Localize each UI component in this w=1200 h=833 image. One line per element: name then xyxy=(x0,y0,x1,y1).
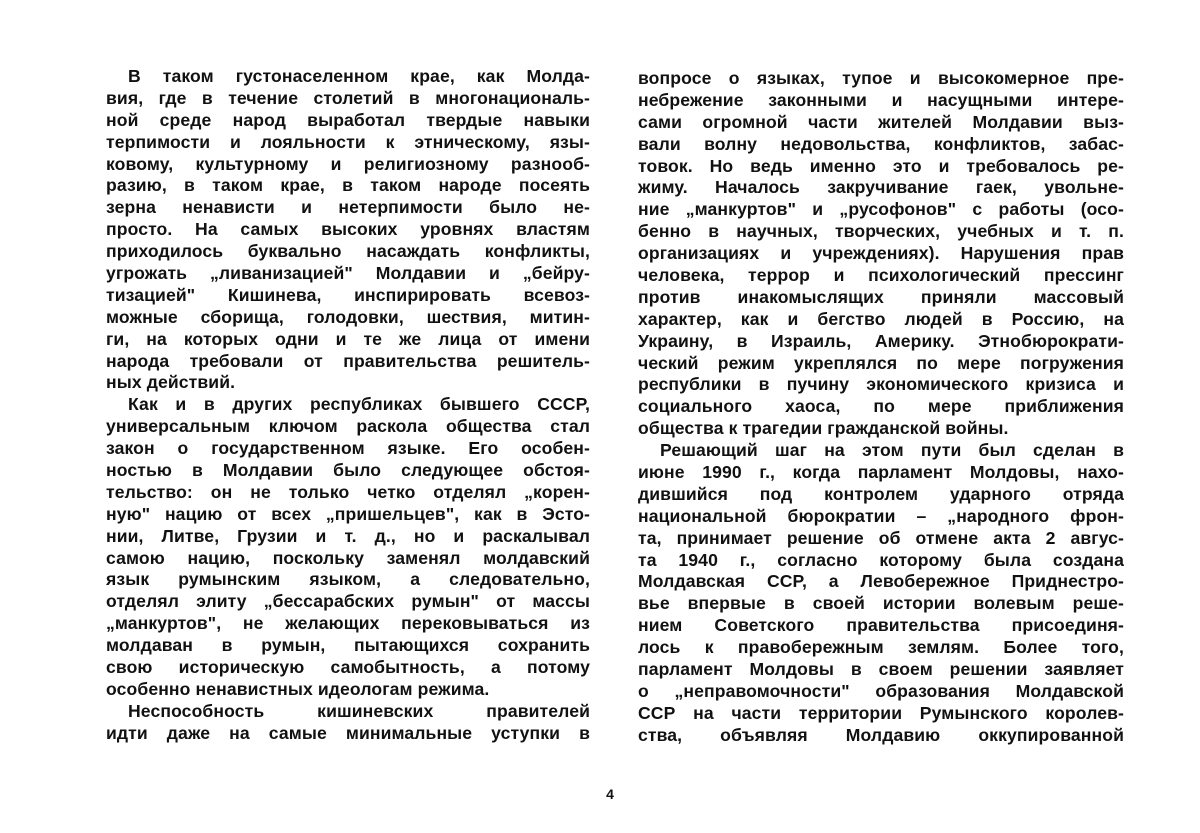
text-line: ной среде народ выработал твердые навыки xyxy=(106,109,590,130)
text-line: язык румынским языком, а следовательно, xyxy=(106,569,590,590)
text-line: идти даже на самые минимальные уступки в xyxy=(106,722,590,743)
text-line: вия, где в течение столетий в многонациональ- xyxy=(106,87,590,108)
text-line: вопросе о языках, тупое и высокомерное пре- xyxy=(638,68,1124,88)
text-line: вье впервые в своей истории волевым реше- xyxy=(638,593,1124,614)
left-text-column xyxy=(106,66,590,745)
text-line: терпимости и лояльности к этническому, язы- xyxy=(106,131,590,152)
text-line: о „неправомочности" образования Молдавской xyxy=(638,680,1124,701)
text-line: против инакомыслящих приняли массовый xyxy=(638,286,1124,307)
text-line: парламент Молдовы в своем решении заявляет xyxy=(638,659,1124,680)
text-line: Неспособность кишиневских правителей xyxy=(128,700,590,721)
text-line: социального хаоса, по мере приближения xyxy=(638,396,1124,417)
text-line: жиму. Началось закручивание гаек, увольне- xyxy=(638,177,1124,198)
text-line: бенно в научных, творческих, учебных и т. п. xyxy=(638,221,1124,242)
text-line: универсальным ключом раскола общества стал xyxy=(106,416,590,437)
text-line: закон о государственном языке. Его особен- xyxy=(106,438,590,459)
text-line: разию, в таком крае, в таком народе посеять xyxy=(106,175,590,196)
text-line: ги, на которых одни и те же лица от имени xyxy=(106,328,590,349)
text-line: вали волну недовольства, конфликтов, забас- xyxy=(638,133,1124,154)
text-line: просто. На самых высоких уровнях властям xyxy=(106,219,590,240)
text-line: тизацией" Кишинева, инспирировать всевоз- xyxy=(106,284,590,305)
text-line: ние „манкуртов" и „русофонов" с работы (осо- xyxy=(638,199,1124,220)
text-line: ческий режим укреплялся по мере погружения xyxy=(638,352,1124,373)
text-line: ства, объявляя Молдавию оккупированной xyxy=(638,724,1124,745)
text-line: ных действий. xyxy=(106,372,236,393)
text-line: небрежение законными и насущными интере- xyxy=(638,89,1124,110)
text-line: Решающий шаг на этом пути был сделан в xyxy=(660,440,1124,461)
text-line: зерна ненависти и нетерпимости было не- xyxy=(106,197,590,218)
text-line: организациях и учреждениях). Нарушения прав xyxy=(638,243,1124,264)
text-line: дившийся под контролем ударного отряда xyxy=(638,483,1124,504)
text-line: республики в пучину экономического кризиса и xyxy=(638,374,1124,395)
text-line: народа требовали от правительства решитель- xyxy=(106,350,590,371)
page-number: 4 xyxy=(606,786,614,802)
text-line: общества к трагедии гражданской войны. xyxy=(638,418,1009,439)
text-line: ковому, культурному и религиозному разнооб- xyxy=(106,153,590,174)
text-line: сами огромной части жителей Молдавии выз- xyxy=(638,111,1124,132)
text-line: можные сборища, голодовки, шествия, митин- xyxy=(106,306,590,327)
text-line: нием Советского правительства присоединя- xyxy=(638,615,1124,636)
text-line: Как и в других республиках бывшего СССР, xyxy=(128,394,590,415)
text-line: ностью в Молдавии было следующее обстоя- xyxy=(106,460,590,481)
text-line: ССР на части территории Румынского королев- xyxy=(638,702,1124,723)
text-line: июне 1990 г., когда парламент Молдовы, нахо- xyxy=(638,462,1124,483)
text-line: молдаван в румын, пытающихся сохранить xyxy=(106,635,590,656)
text-line: отделял элиту „бессарабских румын" от массы xyxy=(106,591,590,612)
right-text-column xyxy=(638,68,1124,747)
text-line: угрожать „ливанизацией" Молдавии и „бейру- xyxy=(106,263,590,284)
text-line: самою нацию, поскольку заменял молдавский xyxy=(106,547,590,568)
text-line: национальной бюрократии – „народного фрон- xyxy=(638,505,1124,526)
text-line: лось к правобережным землям. Более того, xyxy=(638,637,1124,658)
text-line: нии, Литве, Грузии и т. д., но и раскалывал xyxy=(106,525,590,546)
text-line: приходилось буквально насаждать конфликты, xyxy=(106,241,590,262)
text-line: та, принимает решение об отмене акта 2 авгус- xyxy=(638,527,1124,548)
text-line: В таком густонаселенном крае, как Молда- xyxy=(128,66,590,86)
text-line: характер, как и бегство людей в Россию, на xyxy=(638,308,1124,329)
text-line: товок. Но ведь именно это и требовалось ре- xyxy=(638,155,1124,176)
text-line: ную" нацию от всех „пришельцев", как в Эсто- xyxy=(106,503,590,524)
text-line: свою историческую самобытность, а потому xyxy=(106,657,590,678)
text-line: тельство: он не только четко отделял „корен- xyxy=(106,481,590,502)
text-line: „манкуртов", не желающих перековываться из xyxy=(106,613,590,634)
text-line: человека, террор и психологический прессинг xyxy=(638,265,1124,286)
text-line: особенно ненавистных идеологам режима. xyxy=(106,678,490,699)
text-line: та 1940 г., согласно которому была создана xyxy=(638,549,1124,570)
text-line: Молдавская ССР, а Левобережное Приднестро- xyxy=(638,571,1124,592)
text-line: Украину, в Израиль, Америку. Этнобюрократи- xyxy=(638,330,1124,351)
